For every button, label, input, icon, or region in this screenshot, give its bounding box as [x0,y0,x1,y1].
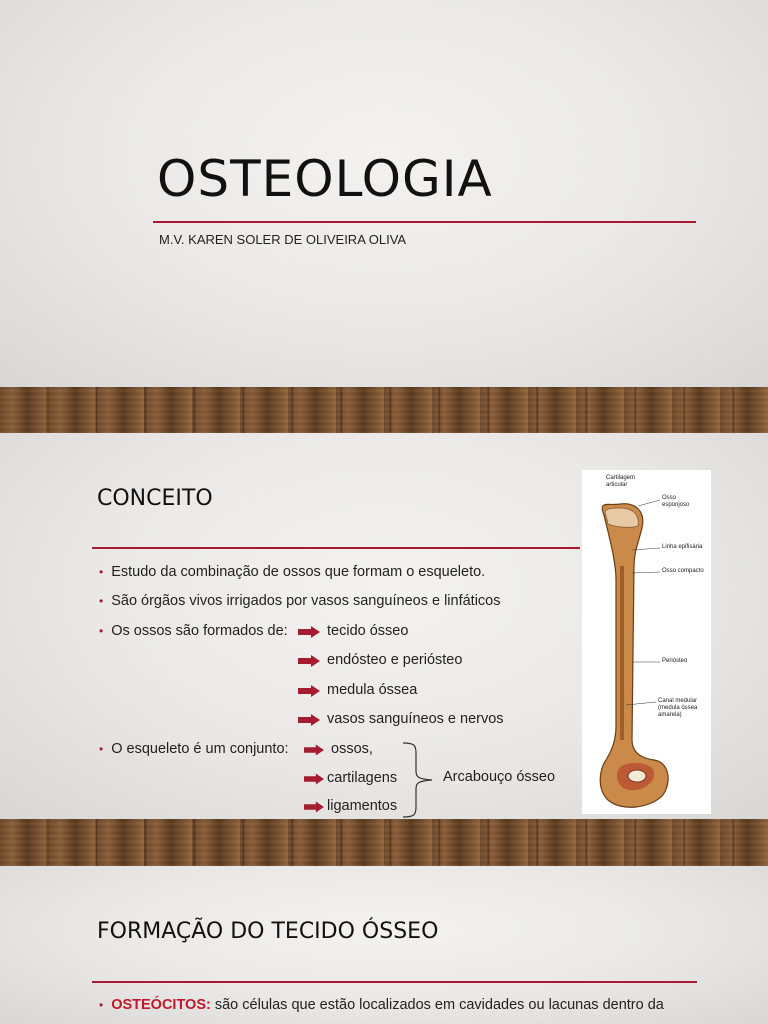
curly-brace-icon [400,741,440,819]
bullet-dot: • [99,594,104,608]
arrow-right-icon [298,626,320,638]
slide-formacao-heading: FORMAÇÃO DO TECIDO ÓSSEO [97,919,439,944]
slide-conceito [0,433,768,819]
bone-label: Canal medular (medula óssea amarela) [658,698,698,718]
bullet-dot: • [99,742,104,756]
arrow-right-icon [304,773,324,785]
bullet-term: OSTEÓCITOS: [111,997,211,1013]
slide-formacao [0,866,768,1024]
arrow-right-icon [298,685,320,697]
conjunto-item: cartilagens [327,770,398,786]
bone-label: Periósteo [662,658,688,664]
arrow-right-icon [298,655,320,667]
slide-conceito-heading: CONCEITO [97,486,213,511]
slide-title-subtitle: M.V. KAREN SOLER DE OLIVEIRA OLIVA [159,232,407,247]
bullet-estudo: • Estudo da combinação de ossos que formam o esqueleto. [99,564,486,580]
conjunto-item: ligamentos [327,798,398,814]
bone-illustration [582,470,711,814]
bone-label: Osso esponjoso [662,495,690,508]
bullet-osteocitos: • OSTEÓCITOS: são células que estão localizados em cavidades ou lacunas dentro da [99,997,664,1013]
bone-label: Cartilagem articular [606,475,636,488]
formados-item: endósteo e periósteo [327,652,463,668]
bone-femur-icon [582,470,711,814]
formados-item: medula óssea [327,682,418,698]
wood-floor-divider [0,387,768,433]
formados-item: tecido ósseo [327,623,409,639]
formados-item: vasos sanguíneos e nervos [327,711,504,727]
slide-title-divider [153,221,696,223]
wood-floor-divider [0,819,768,866]
bullet-dot: • [99,565,104,579]
slide-conceito-divider [92,547,580,549]
slide-formacao-divider [92,981,697,983]
bone-label: Linha epifisária [662,544,703,550]
bullet-dot: • [99,624,104,638]
slide-title [0,0,768,387]
bullet-orgaos: • São órgãos vivos irrigados por vasos sanguíneos e linfáticos [99,593,501,609]
conjunto-item: ossos, [331,741,373,757]
bone-label: Osso compacto [662,568,704,574]
slide-title-heading: OSTEOLOGIA [157,150,493,208]
brace-label: Arcabouço ósseo [443,769,556,785]
bullet-conjunto: • O esqueleto é um conjunto: [99,741,289,757]
arrow-right-icon [304,801,324,813]
bullet-dot: • [99,998,104,1012]
arrow-right-icon [304,744,324,756]
bullet-formados: • Os ossos são formados de: [99,623,288,639]
arrow-right-icon [298,714,320,726]
